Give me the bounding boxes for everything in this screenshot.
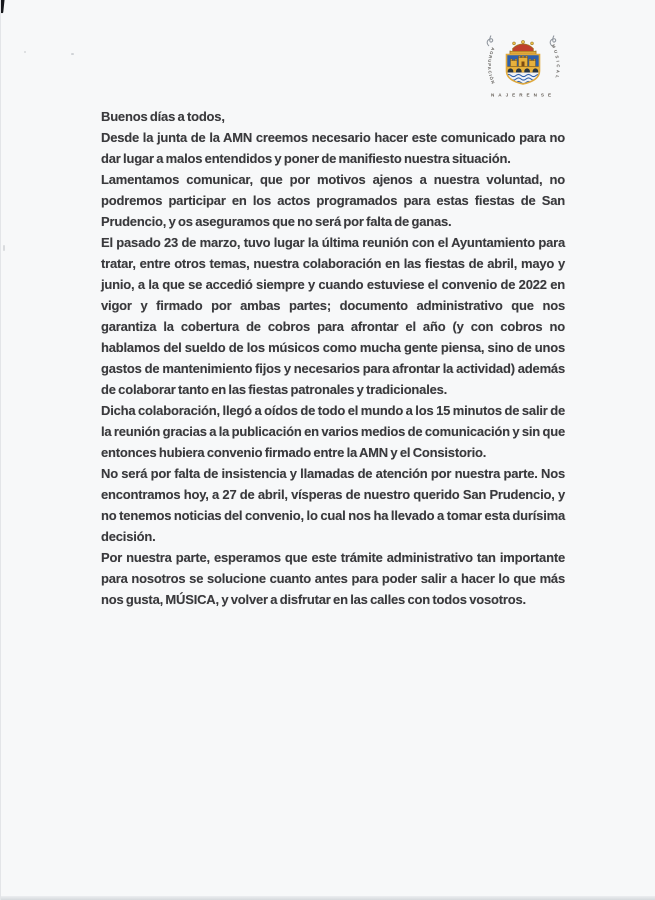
paragraph-lamentamos: Lamentamos comunicar, que por motivos ajenos a nuestra voluntad, no podremos participar en los actos programados para estas fiestas de San Prudencio, y os aseguramos que no será por falta de ganas.	[101, 172, 565, 229]
treble-clef-ornament-left	[487, 36, 493, 47]
paragraph-reunion: El pasado 23 de marzo, tuvo lugar la última reunión con el Ayuntamiento para tratar, entre otros temas, nuestra colaboración en las fiestas de abril, mayo y junio, a la que se accedió siempre y cuando estuviese el convenio de 2022 en vigor y firmado por ambas partes; documento administrativo que nos garantiza la cobertura de cobros para afrontar el año (y con cobros no hablamos del sueldo de los músicos como mucha gente piensa, sino de unos gastos de mantenimiento fijos y necesarios para afrontar la actividad) además de colaborar tanto en las fiestas patronales y tradicionales.	[101, 235, 565, 397]
amn-crest-logo	[481, 34, 565, 98]
paragraph-insistencia: No será por falta de insistencia y llamadas de atención por nuestra parte. Nos encontramos hoy, a 27 de abril, vísperas de nuestro querido San Prudencio, y no tenemos noticias del convenio, lo cual nos ha llevado a tomar esta durísima decisión.	[101, 466, 565, 544]
scan-corner-mark	[0, 0, 5, 13]
paragraph-cierre: Por nuestra parte, esperamos que este trámite administrativo tan importante para nosotros se solucione cuanto antes para poder salir a hacer lo que más nos gusta, MÚSICA, y volver a disfrutar en las calles con todos vosotros.	[101, 550, 565, 607]
greeting: Buenos días a todos,	[101, 109, 225, 124]
scan-speck	[24, 51, 26, 53]
paragraph-colaboracion: Dicha colaboración, llegó a oídos de todo el mundo a los 15 minutos de salir de la reunión gracias a la publicación en varios medios de comunicación y sin que entonces hubiera convenio firmado entre la AMN y el Consistorio.	[101, 403, 565, 460]
crest-right-text: MUSICAL	[550, 43, 561, 81]
bridge-icon	[506, 67, 541, 73]
scan-speck	[71, 53, 74, 55]
scan-bottom-edge	[1, 896, 655, 900]
crest-bottom-text: NAJERENSE	[490, 92, 556, 98]
scan-speck	[3, 245, 5, 251]
crown-icon	[510, 40, 536, 54]
crest-left-text: AGRUPACIÓN	[486, 46, 497, 86]
letter-body	[101, 106, 565, 610]
shield	[506, 54, 541, 87]
paragraph-intro: Desde la junta de la AMN creemos necesario hacer este comunicado para no dar lugar a malos entendidos y poner de manifiesto nuestra situación.	[101, 130, 565, 166]
